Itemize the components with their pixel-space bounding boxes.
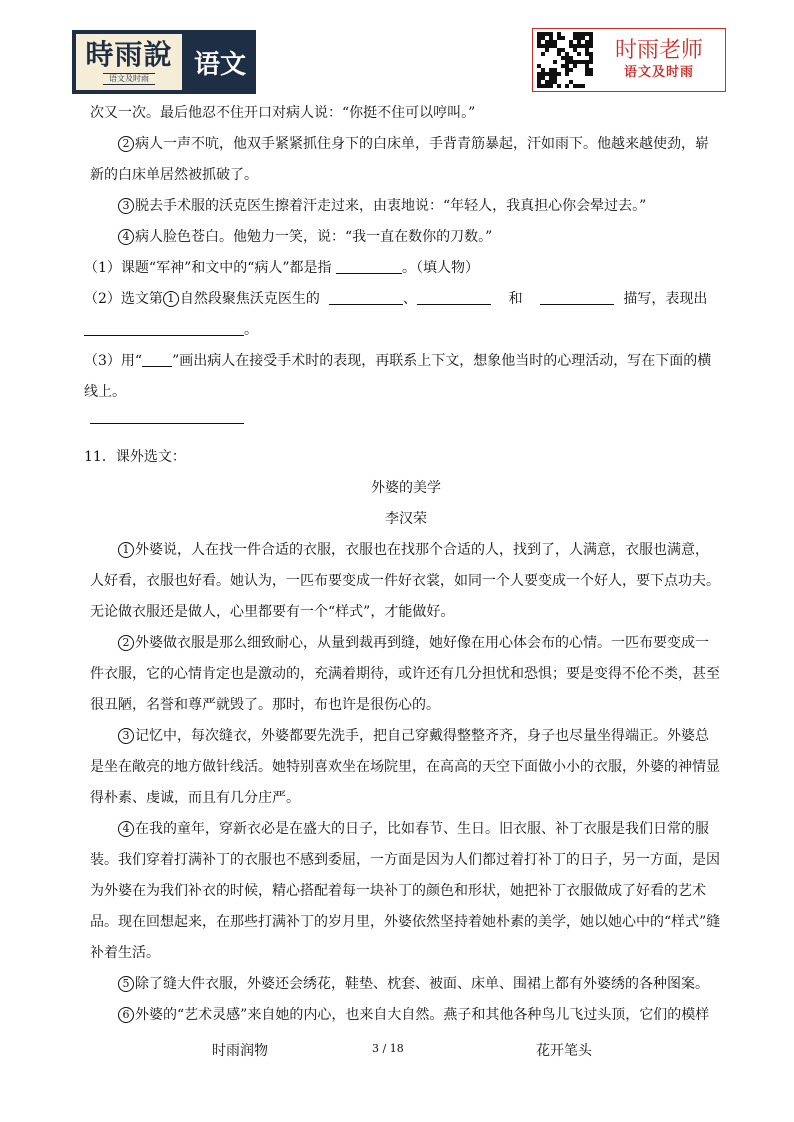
footer-right: 花开笔头 (536, 1043, 592, 1059)
page-content (84, 98, 722, 1031)
paragraph-text: 记忆中，每次缝衣，外婆都要先洗手，把自己穿戴得整整齐齐，身子也尽量坐得端正。外婆总是坐在敞亮的地方做针线活。她特别喜欢坐在场院里，在高高的天空下面做小小的衣服，外婆的神情显得朴素、虔诚，而且有几分庄严。 (90, 728, 720, 806)
article-title: 外婆的美学 (371, 480, 441, 496)
page-number: 3 / 18 (372, 1042, 404, 1055)
paragraph-text: 脱去手术服的沃克医生擦着汗走过来，由衷地说：“年轻人，我真担心你会晕过去。” (135, 198, 647, 214)
paragraph-number: 1 (163, 291, 179, 307)
paragraph-number: 3 (118, 198, 134, 214)
paragraph-text: 外婆做衣服是那么细致耐心，从量到裁再到缝，她好像在用心体会布的心情。一匹布要变成一件衣服，它的心情肯定也是激动的，充满着期待，或许还有几分担忧和恐惧；要是变得不伦不类，甚至很丑陋，名誉和尊严就毁了。那时，布也许是很伤心的。 (90, 635, 720, 713)
answer-blank[interactable] (84, 319, 244, 336)
paragraph-number: 2 (118, 136, 134, 152)
paragraph-number: 4 (118, 821, 134, 837)
question-text: 。 (244, 322, 258, 338)
question-1 (84, 253, 722, 284)
answer-blank[interactable] (417, 288, 491, 305)
paragraph (90, 969, 722, 1000)
logo-right (532, 28, 726, 92)
paragraph (90, 814, 722, 969)
question-11: 11．课外选文： (84, 449, 186, 465)
qr-module (549, 84, 553, 88)
qr-module (545, 48, 549, 52)
question-text: （2）选文第 (84, 291, 163, 307)
paragraph (90, 129, 722, 191)
answer-line[interactable] (90, 422, 244, 424)
paragraph (90, 1000, 722, 1031)
qr-module (553, 60, 557, 64)
paragraph (90, 535, 722, 628)
qr-module (565, 84, 569, 88)
question-text: 、 (402, 291, 417, 307)
paragraph-number: 1 (118, 542, 134, 558)
paragraph (90, 628, 722, 721)
question-3 (84, 346, 722, 408)
question-text: 和 (508, 291, 523, 307)
qr-module (573, 64, 577, 68)
paragraph-number: 3 (118, 728, 134, 744)
text-line: 次又一次。最后他忍不住开口对病人说：“你挺不住可以哼叫。” (90, 105, 476, 121)
question-text: （3）用“ (84, 353, 143, 369)
logo-brand (73, 31, 185, 93)
question-text: 。（填人物） (402, 260, 479, 276)
question-text: （1）课题“军神”和文中的“病人”都是指 (84, 260, 332, 276)
paragraph (90, 222, 722, 253)
logo-brand-main: 時雨說 (85, 38, 173, 71)
paragraph-number: 6 (118, 1007, 134, 1023)
qr-module (561, 36, 565, 40)
qr-module (557, 84, 561, 88)
qr-module (557, 72, 561, 76)
paragraph-number: 5 (118, 976, 134, 992)
paragraph (90, 721, 722, 814)
paragraph-text: 外婆说，人在找一件合适的衣服，衣服也在找那个合适的人，找到了，人满意，衣服也满意，人好看，衣服也好看。她认为，一匹布要变成一件好衣裳，如同一个人要变成一个好人，要下点功夫。无论做衣服还是做人，心里都要有一个“样式”，才能做好。 (90, 542, 720, 620)
paragraph-text: 病人一声不吭，他双手紧紧抓住身下的白床单，手背青筋暴起，汗如雨下。他越来越使劲，崭新的白床单居然被抓破了。 (90, 136, 709, 183)
question-text: 描写，表现出 (623, 291, 708, 307)
qr-module (589, 44, 593, 48)
logo-brand-sub: 语文及时雨 (103, 73, 155, 85)
paragraph-text: 外婆的“艺术灵感”来自她的内心，也来自大自然。燕子和其他各种鸟儿飞过头顶，它们的模样 (135, 1007, 710, 1023)
logo-left (72, 30, 256, 94)
paragraph-text: 除了缝大件衣服，外婆还会绣花，鞋垫、枕套、被面、床单、围裙上都有外婆绣的各种图案。 (135, 976, 709, 992)
paragraph-number: 2 (118, 635, 134, 651)
answer-blank[interactable] (540, 288, 614, 305)
paragraph-number: 4 (118, 229, 134, 245)
article-author: 李汉荣 (385, 511, 427, 527)
qr-module (569, 68, 573, 72)
qr-module (589, 72, 593, 76)
teacher-slogan: 语文及时雨 (623, 65, 694, 80)
question-text: 自然段聚焦沃克医生的 (179, 291, 320, 307)
answer-blank[interactable] (336, 257, 402, 274)
qr-module (581, 84, 585, 88)
qr-module (577, 52, 581, 56)
underline-sample (142, 350, 172, 367)
qr-code-icon (537, 32, 593, 88)
qr-module (589, 60, 593, 64)
teacher-name: 时雨老师 (614, 38, 703, 63)
qr-module (541, 52, 545, 56)
question-text: ”画出病人在接受手术时的表现，再联系上下文，想象他当时的心理活动，写在下面的横线上。 (84, 353, 712, 400)
paragraph (90, 191, 722, 222)
logo-subject: 语文 (185, 31, 255, 93)
footer-left: 时雨润物 (212, 1043, 268, 1059)
answer-blank[interactable] (329, 288, 403, 305)
qr-module (565, 72, 569, 76)
paragraph-text: 病人脸色苍白。他勉力一笑，说：“我一直在数你的刀数。” (135, 229, 493, 245)
question-2 (84, 284, 722, 346)
paragraph-text: 在我的童年，穿新衣必是在盛大的日子，比如春节、生日。旧衣服、补丁衣服是我们日常的服装。我们穿着打满补丁的衣服也不感到委屈，一方面是因为人们都过着打补丁的日子，另一方面，是因为外婆在为我们补衣的时候，精心搭配着每一块补丁的颜色和形状，她把补丁衣服做成了好看的艺术品。现在回想起来，在那些打满补丁的岁月里，外婆依然坚持着她朴素的美学，她以她心中的“样式”缝补着生活。 (90, 821, 721, 961)
